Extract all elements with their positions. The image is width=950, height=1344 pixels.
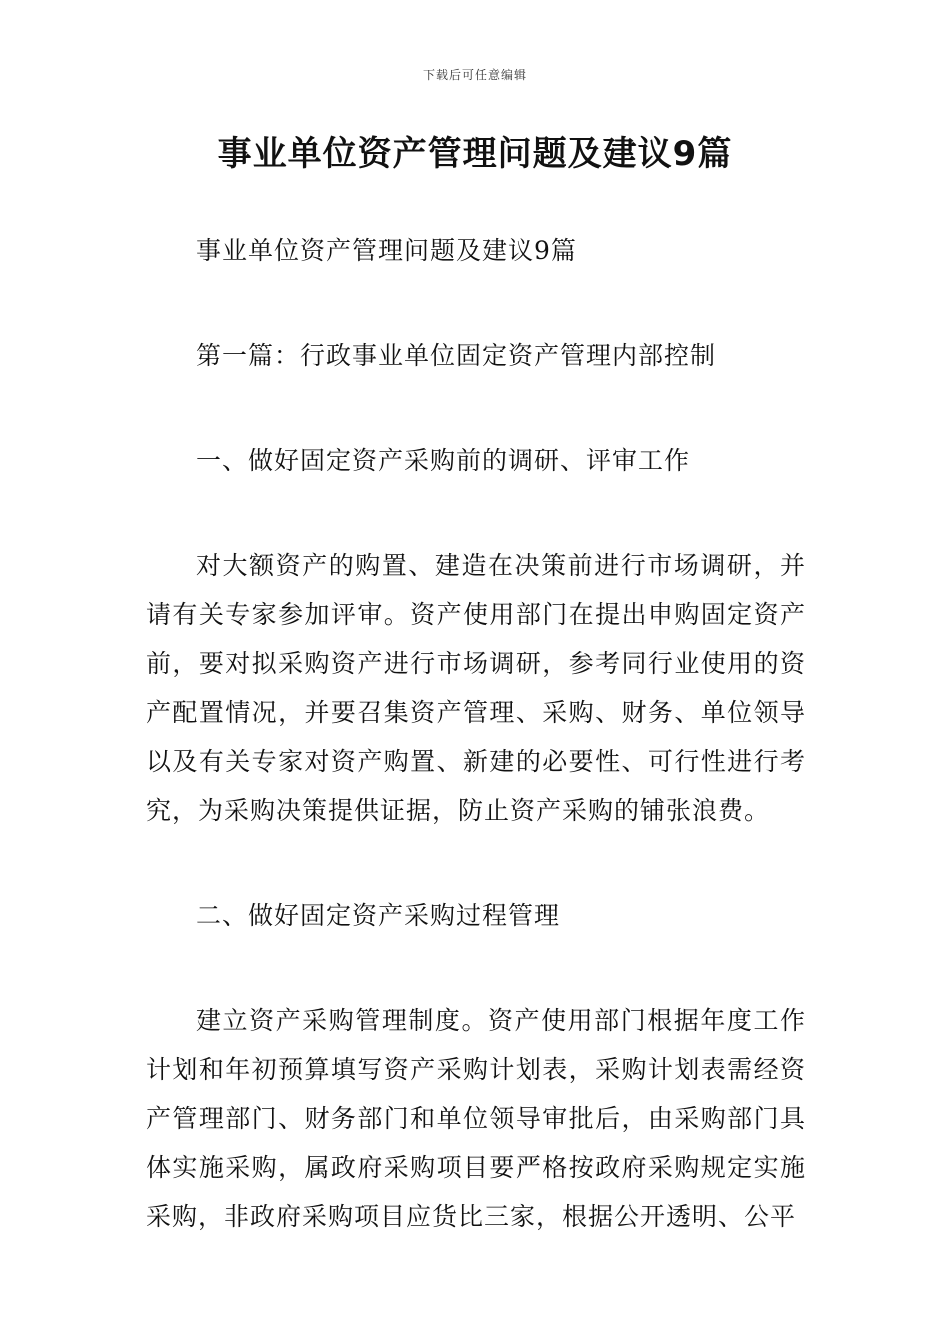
page-header-note: 下载后可任意编辑 xyxy=(422,68,527,82)
body-paragraph: 对大额资产的购置、建造在决策前进行市场调研，并请有关专家参加评审。资产使用部门在提出申购固定资产前，要对拟采购资产进行市场调研，参考同行业使用的资产配置情况，并要召集资产管理、采购、财务、单位领导以及有关专家对资产购置、新建的必要性、可行性进行考究，为采购决策提供证据，防止资产采购的铺张浪费。 xyxy=(146,551,806,825)
section-heading-part-one: 第一篇：行政事业单位固定资产管理内部控制 xyxy=(196,341,717,370)
subsection-heading-two: 二、做好固定资产采购过程管理 xyxy=(196,901,561,930)
body-paragraph: 建立资产采购管理制度。资产使用部门根据年度工作计划和年初预算填写资产采购计划表，采购计划表需经资产管理部门、财务部门和单位领导审批后，由采购部门具体实施采购，属政府采购项目要严格按政府采购规定实施采购，非政府采购项目应货比三家，根据公开透明、公平 xyxy=(146,1006,806,1231)
subsection-heading-one: 一、做好固定资产采购前的调研、评审工作 xyxy=(196,446,691,475)
document-title: 事业单位资产管理问题及建议9篇 xyxy=(217,134,733,174)
subtitle-paragraph: 事业单位资产管理问题及建议9篇 xyxy=(196,236,577,265)
document-body xyxy=(146,226,806,1297)
